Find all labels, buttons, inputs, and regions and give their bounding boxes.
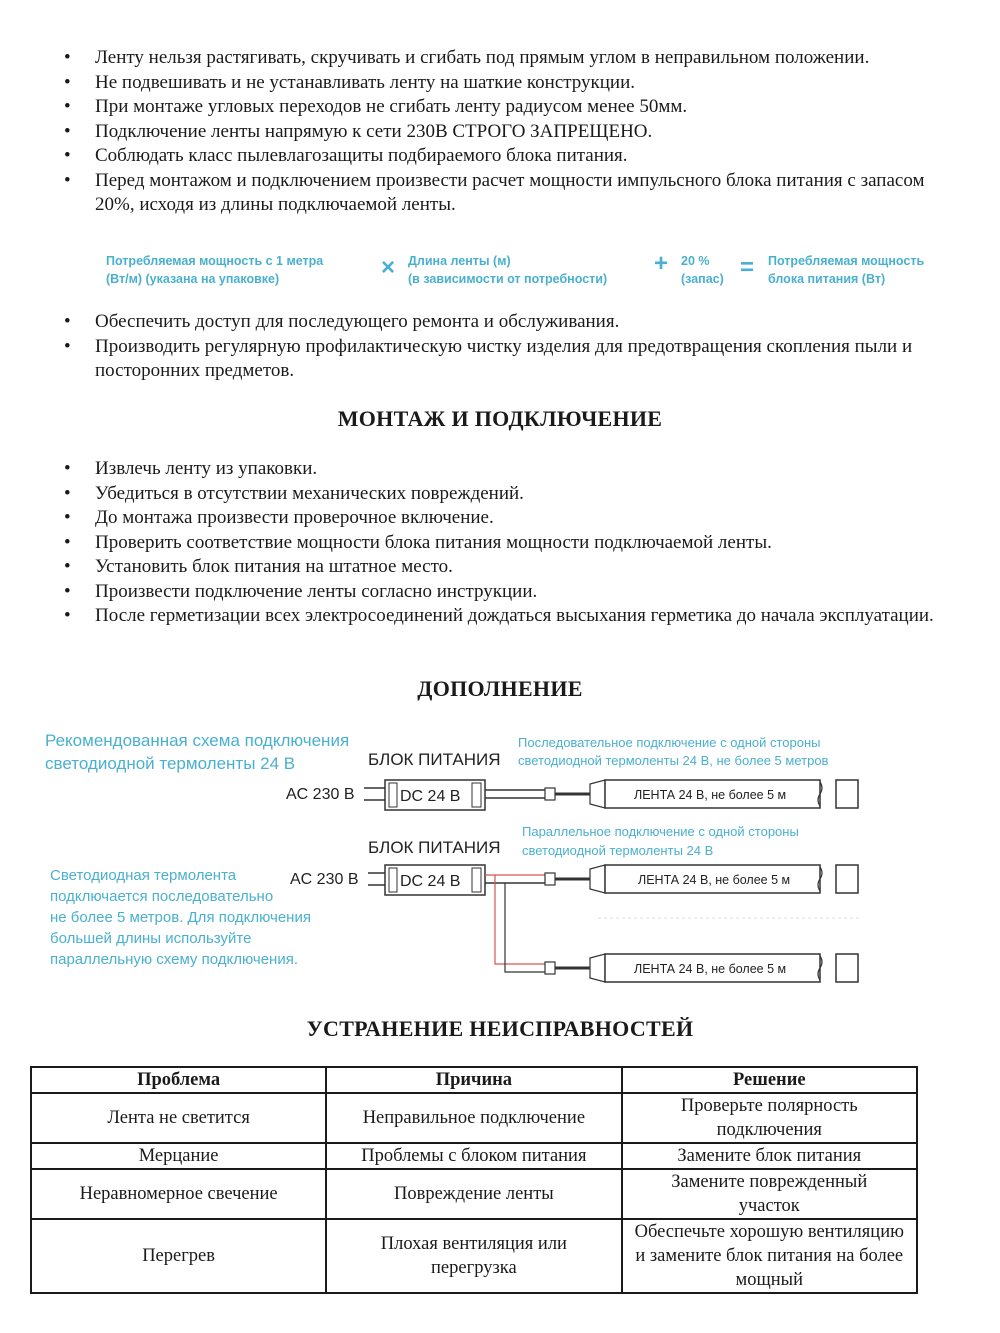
table-row <box>31 1143 917 1169</box>
scheme-caption-line1: Рекомендованная схема подключения <box>45 731 350 750</box>
list-item: • Не подвешивать и не устанавливать ленту на шаткие конструкции. <box>64 71 636 93</box>
list-item: • Перед монтажом и подключением произвести расчет мощности импульсного блока питания с запасом 20%, исходя из длины подключаемой ленты. <box>64 169 925 215</box>
solution-cell: Замените поврежденный участок <box>622 1169 917 1219</box>
problem-cell: Лента не светится <box>31 1093 326 1143</box>
install-list <box>60 457 960 629</box>
ac-input-label: AC 230 В <box>286 786 355 803</box>
power-formula <box>106 252 976 292</box>
led-strip <box>545 780 858 808</box>
list-item: • До монтажа произвести проверочное включение. <box>64 507 494 528</box>
formula-result: Потребляемая мощность блока питания (Вт) <box>768 254 925 286</box>
list-item: • Извлечь ленту из упаковки. <box>64 458 318 479</box>
solution-cell: Проверьте полярность подключения <box>622 1093 917 1143</box>
list-item: • После герметизации всех электросоединений дождаться высыхания герметика до начала эксплуатации. <box>64 605 934 626</box>
led-strip <box>545 954 858 982</box>
list-item: • Проверить соответствие мощности блока питания мощности подключаемой ленты. <box>64 531 772 553</box>
list-item: • При монтаже угловых переходов не сгибать ленту радиусом менее 50мм. <box>64 96 688 117</box>
table-row <box>31 1169 917 1219</box>
column-header-problem: Проблема <box>31 1067 326 1093</box>
problem-cell: Мерцание <box>31 1143 326 1169</box>
table-row <box>31 1093 917 1143</box>
note-line: подключается последовательно <box>50 888 274 905</box>
solution-cell: Замените блок питания <box>622 1143 917 1169</box>
wiring-schematic <box>0 722 1000 1012</box>
column-header-solution: Решение <box>622 1067 917 1093</box>
section-title-troubleshooting: УСТРАНЕНИЕ НЕИСПРАВНОСТЕЙ <box>306 1016 694 1041</box>
problem-cell: Неравномерное свечение <box>31 1169 326 1219</box>
cause-cell: Плохая вентиляция или перегрузка <box>326 1219 621 1293</box>
problem-cell: Перегрев <box>31 1219 326 1293</box>
maintenance-list <box>60 310 960 384</box>
list-item: • Производить регулярную профилактическую чистку изделия для предотвращения скопления пыли и посторонних предметов. <box>64 335 913 381</box>
formula-term-length: Длина ленты (м) (в зависимости от потребности) <box>408 254 608 286</box>
section-title-addition: ДОПОЛНЕНИЕ <box>417 676 583 701</box>
note-line: большей длины используйте <box>50 930 252 947</box>
ac-input-label: AC 230 В <box>290 871 359 888</box>
cause-cell: Проблемы с блоком питания <box>326 1143 621 1169</box>
column-header-cause: Причина <box>326 1067 621 1093</box>
troubleshooting-table <box>30 1066 918 1294</box>
formula-term-reserve: 20 % (запас) <box>681 254 724 286</box>
dc-output-label: DC 24 В <box>400 788 461 805</box>
plus-sign: + <box>654 250 669 277</box>
list-item: • Произвести подключение ленты согласно инструкции. <box>64 580 538 602</box>
list-item: • Подключение ленты напрямую к сети 230В СТРОГО ЗАПРЕЩЕНО. <box>64 120 653 142</box>
wire <box>505 883 545 972</box>
multiply-sign: × <box>381 254 396 281</box>
wire <box>495 875 545 964</box>
note-line: Светодиодная термолента <box>50 867 237 884</box>
dc-output-label: DC 24 В <box>400 873 461 890</box>
strip-label: ЛЕНТА 24 В, не более 5 м <box>634 788 787 802</box>
connection-diagram <box>0 722 1000 1012</box>
strip-label: ЛЕНТА 24 В, не более 5 м <box>638 873 791 887</box>
table-header-row <box>31 1067 917 1093</box>
psu-label: БЛОК ПИТАНИЯ <box>368 838 501 857</box>
list-item: • Обеспечить доступ для последующего ремонта и обслуживания. <box>64 311 620 332</box>
list-item: • Ленту нельзя растягивать, скручивать и сгибать под прямым углом в неправильном положении. <box>64 47 870 68</box>
strip-label: ЛЕНТА 24 В, не более 5 м <box>634 962 787 976</box>
equals-sign: = <box>740 254 755 281</box>
list-item: • Установить блок питания на штатное место. <box>64 556 453 577</box>
serial-caption-line1: Последовательное подключение с одной стороны <box>518 735 821 750</box>
scheme-caption-line2: светодиодной термоленты 24 В <box>45 754 296 773</box>
cause-cell: Неправильное подключение <box>326 1093 621 1143</box>
parallel-caption-line2: светодиодной термоленты 24 В <box>522 843 714 858</box>
solution-cell: Обеспечьте хорошую вентиляцию и замените блок питания на более мощный <box>622 1219 917 1293</box>
formula-term-power-per-meter: Потребляемая мощность с 1 метра (Вт/м) (указана на упаковке) <box>106 254 324 286</box>
table-row <box>31 1219 917 1293</box>
cause-cell: Повреждение ленты <box>326 1169 621 1219</box>
led-strip <box>545 865 858 893</box>
serial-caption-line2: светодиодной термоленты 24 В, не более 5 метров <box>518 753 829 768</box>
precautions-list <box>60 46 960 218</box>
parallel-caption-line1: Параллельное подключение с одной стороны <box>522 824 799 839</box>
list-item: • Убедиться в отсутствии механических повреждений. <box>64 482 524 504</box>
psu-label: БЛОК ПИТАНИЯ <box>368 750 501 769</box>
note-line: не более 5 метров. Для подключения <box>50 909 311 926</box>
section-title-install: МОНТАЖ И ПОДКЛЮЧЕНИЕ <box>337 406 663 431</box>
note-line: параллельную схему подключения. <box>50 951 298 968</box>
list-item: • Соблюдать класс пылевлагозащиты подбираемого блока питания. <box>64 145 628 166</box>
